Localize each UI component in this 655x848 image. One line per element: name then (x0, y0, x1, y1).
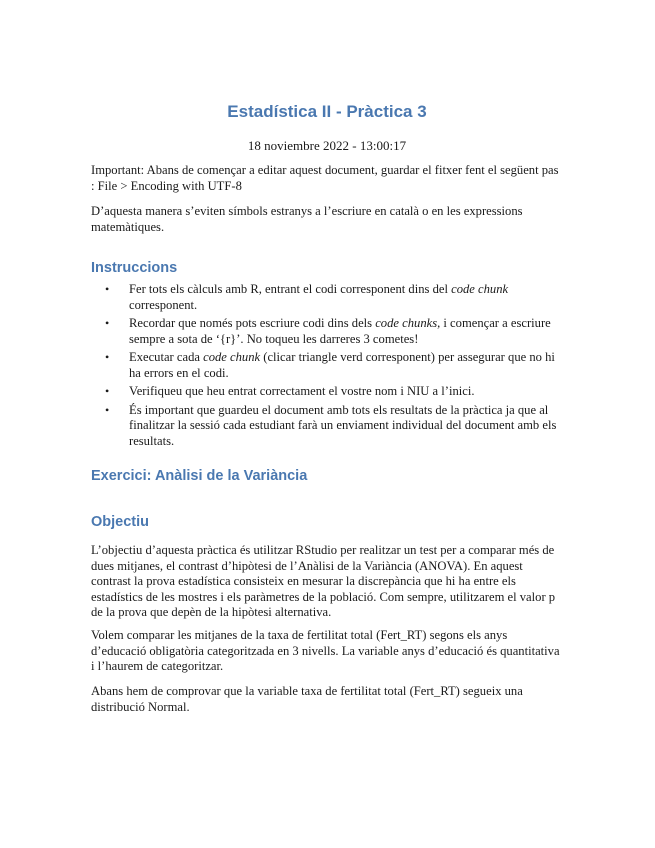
instructions-list (91, 282, 563, 452)
list-item-text-pre: Fer tots els càlculs amb R, entrant el codi corresponent dins del (129, 282, 452, 296)
bullet-icon: • (105, 402, 110, 417)
section-heading-instruccions: Instruccions (91, 260, 178, 276)
list-item-text-post: (clicar triangle verd corresponent) per assegurar que no hi ha errors en el codi. (129, 350, 555, 380)
bullet-icon: • (105, 282, 110, 296)
list-item (91, 316, 563, 347)
document-title: Estadística II - Pràctica 3 (227, 102, 427, 121)
list-item-text-pre: Executar cada (129, 350, 204, 364)
list-item (91, 350, 563, 381)
section-heading-objectiu: Objectiu (91, 514, 150, 530)
list-item-text-pre: Verifiqueu que heu entrat correctament el vostre nom i NIU a l’inici. (129, 384, 475, 398)
list-item-text-em: code chunk (203, 350, 261, 364)
list-item-text-pre: Recordar que només pots escriure codi dins dels (129, 316, 376, 330)
objectiu-paragraph-3: Abans hem de comprovar que la variable taxa de fertilitat total (Fert_RT) segueix una distribució Normal. (91, 684, 523, 714)
bullet-icon: • (105, 350, 110, 364)
list-item-text-post: i començar a escriure sempre a sota de ‘{r}’. No toqueu les darreres 3 cometes! (129, 316, 551, 346)
intro-paragraph-1: Important: Abans de començar a editar aquest document, guardar el fitxer fent el següent pas : File > Encoding with UTF-8 (91, 163, 559, 193)
list-item-text-pre: És important que guardeu el document amb tots els resultats de la pràctica ja que al finalitzar la sessió cada estudiant farà un enviament individual del document amb els resultats. (129, 402, 557, 448)
intro-paragraph-2: D’aquesta manera s’eviten símbols estranys a l’escriure en català o en les expressions matemàtiques. (91, 204, 523, 234)
list-item (91, 384, 563, 400)
list-item-text-em: code chunk (451, 282, 509, 296)
list-item (91, 282, 563, 313)
document-date: 18 noviembre 2022 - 13:00:17 (247, 138, 407, 153)
list-item (91, 403, 563, 450)
list-item-text-em: code chunks, (375, 316, 441, 330)
section-heading-exercici: Exercici: Anàlisi de la Variància (91, 468, 308, 484)
bullet-icon: • (105, 316, 110, 330)
bullet-icon: • (105, 384, 110, 398)
objectiu-paragraph-1: L’objectiu d’aquesta pràctica és utilitzar RStudio per realitzar un test per a comparar més de dues mitjanes, el contrast d’hipòtesi de l’Anàlisi de la Variància (ANOVA). En aquest contrast la prova estadística consisteix en mesurar la discrepància que hi ha entre els estadístics de les mostres i els paràmetres de la població. Com sempre, utilitzarem el valor p de la prova que depèn de la hipòtesi alternativa. (91, 543, 556, 619)
list-item-text-post: corresponent. (129, 297, 198, 312)
objectiu-paragraph-2: Volem comparar les mitjanes de la taxa de fertilitat total (Fert_RT) segons els anys d’educació obligatòria categoritzada en 3 nivells. La variable anys d’educació és quantitativa i l’haurem de categoritzar. (91, 628, 560, 673)
